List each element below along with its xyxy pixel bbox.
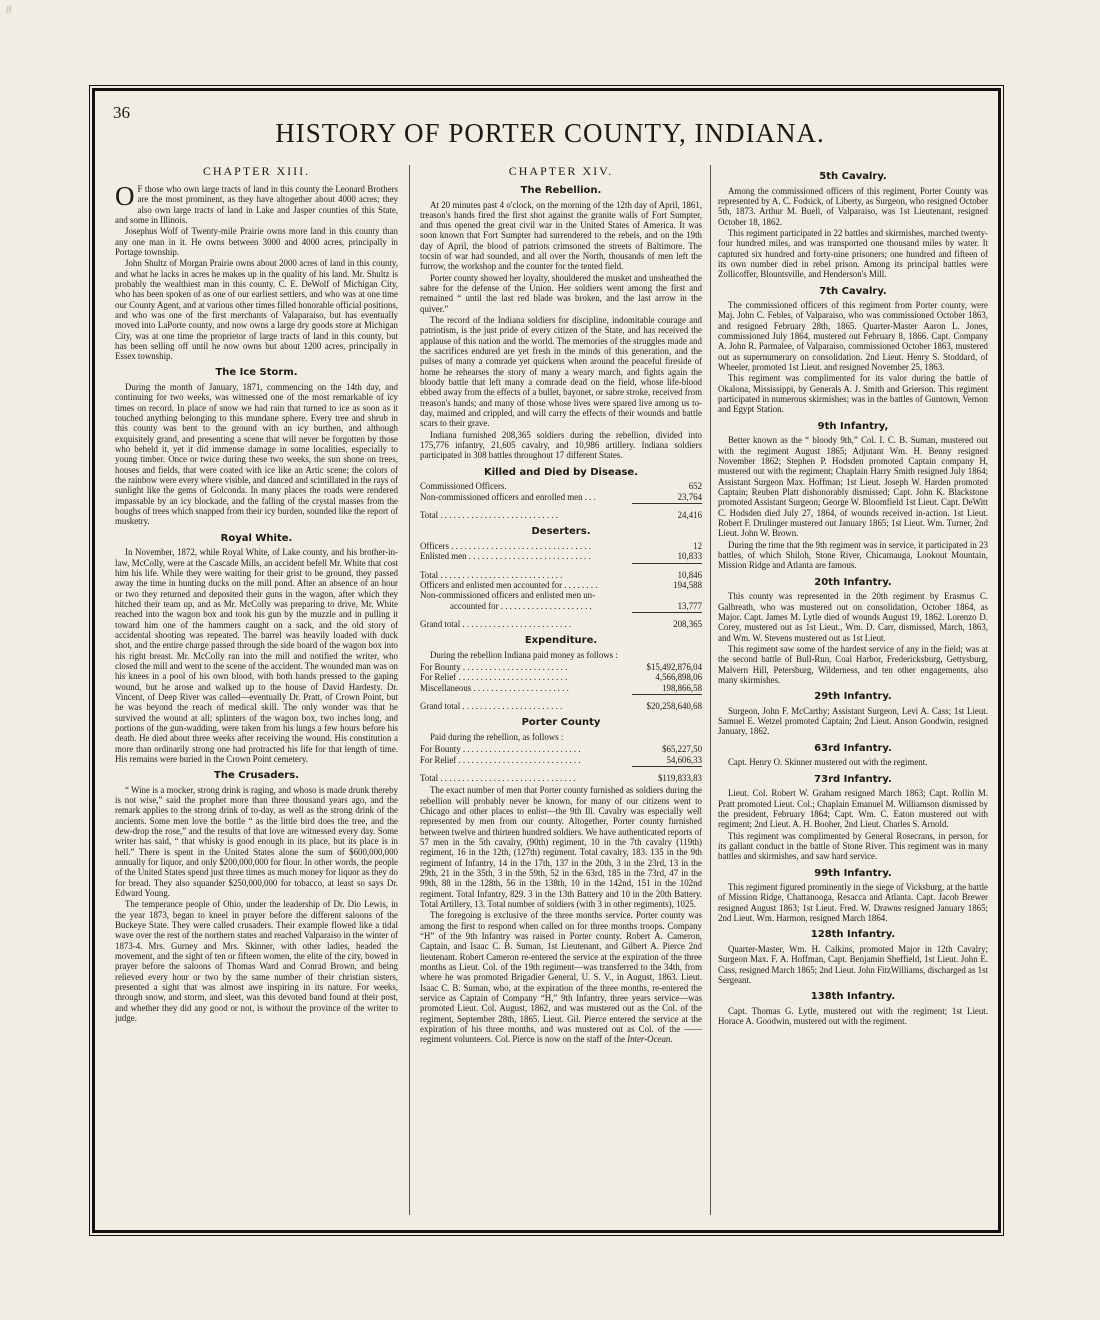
- section-heading: The Rebellion.: [520, 184, 602, 196]
- sum-rule: [632, 563, 702, 564]
- newspaper-name: Inter-Ocean.: [627, 1034, 673, 1045]
- paragraph: This regiment was complimented for its valor during the battle of Okalona, Mississippi, by Generals A. J. Smith and Grierson. This regiment participated in numerous skirmishes; was in the battles of Guntown, Vernon and Egypt Station.: [718, 373, 988, 415]
- section-heading: Expenditure.: [524, 635, 598, 647]
- table-row: Commissioned Officers. 652: [420, 481, 702, 492]
- paragraph: Surgeon, John F. McCarthy; Assistant Surgeon, Levi A. Cass; 1st Lieut. Samuel E. Wetzel promoted Captain; 2nd Lieut. Anson Goodwin, resigned January, 1862.: [718, 705, 988, 737]
- table-row: Miscellaneous . . . . . . . . . . . . . . . . . . . . . . 198,866,58: [420, 682, 702, 693]
- section-heading: Deserters.: [531, 526, 591, 538]
- paragraph: The commissioned officers of this regiment from Porter county, were Maj. John C. Febles, of Valparaiso, who was commissioned October 1863, and resigned February 28th, 1865. Quarter-Master Aaron L. Jones, commissioned July 1864, mustered out February 8, 1866. Capt. Company A. John R. Parmalee, of Valparaiso, commissioned October 1863, mustered out as supernumerary on consolidation. 2nd Lieut. Henry S. Stoddard, of Wheeler, promoted 1st Lieut. and resigned November 25, 1863.: [718, 300, 988, 373]
- paragraph: During the time that the 9th regiment was in service, it participated in 23 battles, of which Shiloh, Stone River, Chicamauga, Lookout Mountain, Mission Ridge and Atlanta are famous.: [718, 539, 988, 571]
- paragraph-text: F those who own large tracts of land in this county the Leonard Brothers are the most prominent, as they have altogether about 4000 acres; they also own large tracts of land in Lake and Jasper counties of this State, and some in Illinois.: [115, 183, 398, 225]
- sum-rule: [632, 694, 702, 695]
- page-title: HISTORY OF PORTER COUNTY, INDIANA.: [275, 118, 825, 148]
- deserters-table: [420, 541, 702, 629]
- table-row: Officers . . . . . . . . . . . . . . . . . . . . . . . . . . . . . . . . 12: [420, 540, 702, 551]
- paragraph: [420, 910, 702, 1044]
- section-heading: 63rd Infantry.: [814, 742, 892, 754]
- paragraph: This regiment was complimented by General Rosecrans, in person, for its gallant conduct in the battle of Stone River. This regiment was in many battles and skirmishes, and saw hard service.: [718, 830, 988, 862]
- drop-cap: O: [115, 180, 135, 211]
- section-heading: 5th Cavalry.: [819, 171, 887, 182]
- chapter-heading: CHAPTER XIV.: [508, 165, 614, 178]
- table-row: For Relief . . . . . . . . . . . . . . . . . . . . . . . . . 4,566,898,06: [420, 672, 702, 683]
- table-total-row: Total . . . . . . . . . . . . . . . . . . . . . . . . . . . 24,416: [420, 509, 702, 520]
- paragraph: This regiment participated in 22 battles and skirmishes, marched twenty-four hundred miles, and was transported one thousand miles by water. It captured six hundred and forty-nine prisoners; one hundred and fifteen of its own number died in rebel prison. Among its principal battles were Zollicoffer, Blountsville, and Henderson's Mill.: [718, 227, 988, 280]
- paragraph: Better known as the “ bloody 9th,” Col. I. C. B. Suman, mustered out with the regiment August 1865; Adjutant Wm. H. Benny resigned November 1862; Stephen P. Hodsden promoted Captain company H, mustered out with the regiment; Chaplain Harry Smith resigned July 1864; Assistant Surgeon Max. Hoffman; 1st Lieut. Joseph W. Harden promoted Captain; Reuben Platt dishonorably dismissed; Capt. John K. Blackstone promoted Assistant Surgeon; George W. Bloomfield 1st Lieut. Capt. DeWitt C. Hodsden died July 27, 1864, of wounds received in-action. 1st Lieut. Robert F. Drulinger mustered out January 1865; 1st Lieut. Wm. Turner, 2nd Lieut. John W. Brown.: [718, 435, 988, 539]
- paragraph: Indiana furnished 208,365 soldiers during the rebellion, divided into 175,776 infantry, 21,605 cavalry, and 10,986 artillery. Indiana soldiers participated in 308 battles throughout 17 different States.: [420, 429, 702, 461]
- table-total-row: Total . . . . . . . . . . . . . . . . . . . . . . . . . . . . . . . $119,833,83: [420, 772, 702, 783]
- paragraph: In November, 1872, while Royal White, of Lake county, and his brother-in-law, McColly, were at the Cascade Mills, an accident befell Mr. White that cost him his life. While they were waiting for their grist to be ground, they passed away the time in hunting ducks on the mill pond. After an absence of an hour or two they returned and deposited their guns in the wagon, after which they hitched their team up, and as Mr. McColly was preparing to drive, Mr. White reached into the wagon box and took his gun by the muzzle and in pulling it toward him one of the hammers caught on a sack, and the old story of accidental shooting was repeated. The barrel was heavily loaded with duck shot, and the entire charge passed through the side board of the wagon box into his right breast. Mr. McColly ran into the mill and notified the writer, who closed the mill and went to the scene of the accident. The wounded man was on his knees in a pool of his own blood, with both hands pressed to the gaping wound, but he arose and walked up to the house of David Hardesty. Dr. Vincent, of Deep River was called—eventually Dr. Pratt, of Crown Point, but he was beyond the reach of medical skill. The only wonder was that he survived the wound at all; splinters of the wagon box, two inches long, and portions of the gun-wadding, were taken from his lungs a few hours before his death. He died about three weeks after receiving the wound. His constitution a more than ordinarily strong one had protracted his life for that length of time. His remains were buried in the Crown Point cemetery.: [115, 547, 398, 764]
- table-row: accounted for . . . . . . . . . . . . . . . . . . . . . 13,777: [450, 600, 702, 611]
- table-total-row: Total . . . . . . . . . . . . . . . . . . . . . . . . . . . . 10,846: [420, 569, 702, 580]
- paragraph: The exact number of men that Porter county furnished as soldiers during the rebellion will probably never be known, for many of our citizens went to Chicago and other places to enlist—the 9th Ill. Cavalry was especially well represented by men from our county. Altogether, Porter county furnished between twelve and thirteen hundred soldiers. We have authenticated reports of 57 men in the 5th cavalry, (90th) regiment, 10 in the 7th cavalry (119th) regiment, 16 in the 12th, (127th) regiment. Total cavalry, 183. 135 in the 9th regiment of Infantry, 14 in the 17th, 137 in the 20th, 3 in the 23rd, 13 in the 29th, 21 in the 35th, 3 in the 59th, 52 in the 63rd, 185 in the 73rd, 47 in the 99th, 88 in the 128th, 56 in the 138th, 10 in the 142nd, 151 in the 102nd regiment. Total Infantry, 829. 3 in the 13th Battery and 10 in the 20th Battery. Total Artillery, 13. Total number of soldiers (with 3 in other regiments), 1025.: [420, 785, 702, 909]
- section-heading: 29th Infantry.: [814, 691, 892, 703]
- table-row: For Bounty . . . . . . . . . . . . . . . . . . . . . . . . . . . $65,227,50: [420, 744, 702, 755]
- table-total-row: Grand total . . . . . . . . . . . . . . . . . . . . . . . . . 208,365: [420, 618, 702, 629]
- paragraph: Lieut. Col. Robert W. Graham resigned March 1863; Capt. Rollin M. Pratt promoted Lieut. Col.; Chaplain Emanuel M. Williamson dismissed by the president, February 1864; Capt. Wm. C. Eaton mustered out with regiment; 2nd Lieut. A. H. Booher, 2nd Lieut. Charles S. Arnold.: [718, 788, 988, 830]
- paragraph: The record of the Indiana soldiers for discipline, indomitable courage and patriotism, is the just pride of every citizen of the State, and has received the applause of this nation and the world. The memories of the struggles made and the sacrifices endured are yet fresh in the minds of this generation, and the pulses of many a comrade yet quickens when around the peaceful fireside of home he rehearses the story of many a weary march, and fights again the bloody battle that left many a comrade dead on the field, whose life-blood ebbed away from the effects of a bullet, bayonet, or sabre stroke, received from treason's hands; and many of those whose lives were spared live among us to-day, maimed and crippled, and will carry the effects of their wounds and battle scars to their grave.: [420, 315, 702, 429]
- paragraph: Quarter-Master, Wm. H. Calkins, promoted Major in 12th Cavalry; Surgeon Max. F. A. Hoffman, Capt. Benjamin Sheffield, 1st Lieut. John E. Cass, resigned March 1865; 2nd Lieut. John FitzWilliams, discharged as 1st Sergeant.: [718, 944, 988, 986]
- column-divider: [710, 165, 711, 1215]
- column-divider: [409, 165, 410, 1215]
- section-heading: The Crusaders.: [214, 770, 299, 782]
- table-row: For Bounty . . . . . . . . . . . . . . . . . . . . . . . . $15,492,876,04: [420, 662, 702, 673]
- paragraph: The temperance people of Ohio, under the leadership of Dr. Dio Lewis, in the year 1873, began to kneel in prayer before the different saloons of the Buckeye State. They were called crusaders. Their example flowed like a tidal wave over the rest of the northern states and reached Valparaiso in the winter of 1873-4. Mrs. Gurney and Mrs. Skinner, with other ladies, headed the movement, and the sight of ten or fifteen women, the elite of the city, bowed in prayer before the saloons of Thomas Ward and Conrad Brown, and being relieved every hour or two by the same number of their christian sisters, presented a sight that was almost awe inspiring in its nature. For weeks, through snow, and storm, and sleet, was this devoted band found at their post, and whether they did any good or not, is without the province of the writer to judge.: [115, 899, 398, 1023]
- table-row: For Relief . . . . . . . . . . . . . . . . . . . . . . . . . . . . 54,606,33: [420, 754, 702, 765]
- section-heading: 20th Infantry.: [814, 576, 892, 588]
- section-heading: Killed and Died by Disease.: [483, 466, 638, 478]
- expenditure-table: [420, 662, 702, 711]
- killed-table: [420, 481, 702, 520]
- section-heading: 128th Infantry.: [810, 929, 896, 941]
- corner-mark: 8: [6, 4, 12, 16]
- sum-rule: [632, 766, 702, 767]
- table-row: Non-commissioned officers and enrolled men . . . 23,764: [420, 491, 702, 502]
- section-heading: Porter County: [521, 717, 601, 729]
- column-middle: [420, 165, 702, 1220]
- page-number: 36: [113, 103, 130, 122]
- paragraph: This county was represented in the 20th regiment by Erasmus C. Galbreath, who was mustered out on consolidation, October 1864, as Major. Capt. James M. Lytle died of wounds August 19, 1862. Lorenzo D. Corey, mustered out as 1st Lieut., Wm. D. Carr, dismissed, March, 1863, and Wm. W. Stevens mustered out as 1st Lieut.: [718, 591, 988, 643]
- sum-rule: [632, 503, 702, 504]
- paragraph: Josephus Wolf of Twenty-mile Prairie owns more land in this county than any one man in it. He owns between 3000 and 4000 acres, principally in Portage township.: [115, 226, 398, 257]
- porter-table: [420, 744, 702, 783]
- table-row: Non-commissioned officers and enlisted men un-: [420, 590, 596, 601]
- paragraph: Among the commissioned officers of this regiment, Porter County was represented by A. C. Fodsick, of Liberty, as Surgeon, who resigned October 5th, 1873. Arthur M. Buell, of Valparaiso, was 1st Lieutenant, resigned October 18, 1862.: [718, 185, 988, 227]
- paragraph: During the rebellion Indiana paid money as follows :: [430, 649, 618, 660]
- table-row: Enlisted men . . . . . . . . . . . . . . . . . . . . . . . . . . . . 10,833: [420, 551, 702, 562]
- paragraph: Capt. Henry O. Skinner mustered out with the regiment.: [728, 757, 928, 768]
- paragraph: This regiment figured prominently in the siege of Vicksburg, at the battle of Mission Ridge, Chattanooga, Resacca and Atlanta. Capt. Jacob Brewer resigned August 1863; 1st Lieut. Fred. W. Drawns resigned January 1865; 2nd Lieut. Wm. Harmon, resigned March 1864.: [718, 882, 988, 924]
- section-heading: 7th Cavalry.: [819, 285, 887, 297]
- paragraph: [115, 180, 398, 225]
- section-heading: 138th Infantry.: [810, 991, 896, 1003]
- column-left: [115, 165, 398, 1220]
- sum-rule: [632, 612, 702, 613]
- paragraph: During the month of January, 1871, commencing on the 14th day, and continuing for two weeks, was witnessed one of the most remarkable of icy times on record. In place of snow we had rain that turned to ice as soon as it touched anything belonging to this mundane sphere. Every tree and shrub in this county was bent to the ground with an icy burthen, and although exquisitely grand, and presenting a scene that will never be forgotten by those who beheld it, yet it did immense damage in some localities, especially to young timber. Once or twice during these two weeks, the sun shone on trees, houses and fields, that were coated with ice like an Artic scene; the colors of the rainbow were every where visible, and danced and scintillated in the rays of sunlight like the gems of Golconda. In many places the roads were rendered impassable by an icy blockade, and the falling of the crystal masses from the boughs of trees which snapped from their icy burden, sounded like the report of musketry.: [115, 382, 398, 527]
- section-heading: Royal White.: [220, 532, 293, 544]
- paragraph: “ Wine is a mocker, strong drink is raging, and whoso is made drunk thereby is not wise,” said the prophet more than three thousand years ago, and the remark applies to the strong drink of to-day, as well as the strong drink of the ancients. Some men love the bottle “ as the little bird does the tree, and the dew-drop the rose,” and the results of that love are witnessed every day. Some writer has said, “ that whisky is good enough in its place, but its place is in hell.” There is spent in the United States alone the sum of $600,000,000 annually for liquor, and only $200,000,000 for flour. In other words, the people of the United States spend just three times as much money for liquor as they do for bread. They also squander $250,000,000 for tobacco, at least so says Dr. Edward Young.: [115, 784, 398, 899]
- section-heading: The Ice Storm.: [215, 367, 298, 379]
- paragraph-text: The foregoing is exclusive of the three months service. Porter county was among the first to respond when called on for three months troops. Company “H” of the 9th Infantry was raised in Porter county. Robert A. Cameron, Captain, and Isaac C. B. Suman, 1st Lieutenant, and Gilbert A. Pierce 2nd lieutenant. Robert Cameron re-entered the service at the expiration of the three months as Lieut. Col. of the 19th regiment—was transferred to the 34th, from where he was promoted Brigadier General, U. S. V., in August, 1863. Lieut. Isaac C. B. Suman, who, at the expiration of the three months, re-entered the service as Captain of Company “H,” 9th Infantry, three years service—was promoted Lieut. Col. August, 1862, and was mustered out as the Col. of the regiment, September 28th, 1865. Lieut. Gil. Pierce entered the service at the expiration of his three months, and was mustered out as Col. of the —— regiment volunteers. Col. Pierce is now on the staff of the: [420, 910, 702, 1045]
- table-total-row: Grand total . . . . . . . . . . . . . . . . . . . . . . . $20,258,640,68: [420, 701, 702, 712]
- paragraph: This regiment saw some of the hardest service of any in the field; was at the second battle of Bull-Run, Coal Harbor, Fredericksburg, Gettysburg, Malvern Hill, Petersburg, Wilderness, and ten other engagements, also many skirmishes.: [718, 643, 988, 685]
- column-right: [718, 165, 988, 1220]
- paragraph: John Shultz of Morgan Prairie owns about 2000 acres of land in this county, and what he lacks in acres he makes up in the quality of his land. Mr. Shultz is probably the wealthiest man in this county. C. E. DeWolf of Michigan City, who has been spoken of as one of our earliest settlers, and who was at one time our County Agent, and at various other times filled honorable official positions, and who was one of the first merchants of Valaparaiso, but has eventually moved into LaPorte county, and now owns a large dry goods store at Michigan City, was at one time the proprietor of large tracts of land in this county, but has been selling off until he now owns but about 1200 acres, principally in Essex township.: [115, 258, 398, 362]
- section-heading: 99th Infantry.: [814, 867, 892, 879]
- chapter-heading: CHAPTER XIII.: [202, 165, 311, 178]
- section-heading: 73rd Infantry.: [814, 773, 892, 785]
- paragraph: Paid during the rebellion, as follows :: [430, 732, 564, 742]
- section-heading: 9th Infantry,: [817, 420, 889, 432]
- paragraph: Capt. Thomas G. Lytle, mustered out with the regiment; 1st Lieut. Horace A. Goodwin, mustered out with the regiment.: [718, 1005, 988, 1027]
- paragraph: At 20 minutes past 4 o'clock, on the morning of the 12th day of April, 1861, treason's hands fired the first shot against the granite walls of Fort Sumpter, and thus opened the great civil war in the United States of America. It was soon known that Fort Sumpter had surrendered to the rebels, and on the 19th day of April, the blood of patriots crimsoned the streets of Baltimore. The tocsin of war had sounded, and all over the North, thousands of men left the furrow, the workshop and the counter for the tented field.: [420, 199, 702, 272]
- paragraph: Porter county showed her loyalty, shouldered the musket and unsheathed the sabre for the defense of the Union. Her soldiers went among the first and remained “ until the last red blade was broken, and the last arrow in the quiver.”: [420, 272, 702, 314]
- table-row: Officers and enlisted men accounted for . . . . . . . . 194,588: [420, 579, 702, 590]
